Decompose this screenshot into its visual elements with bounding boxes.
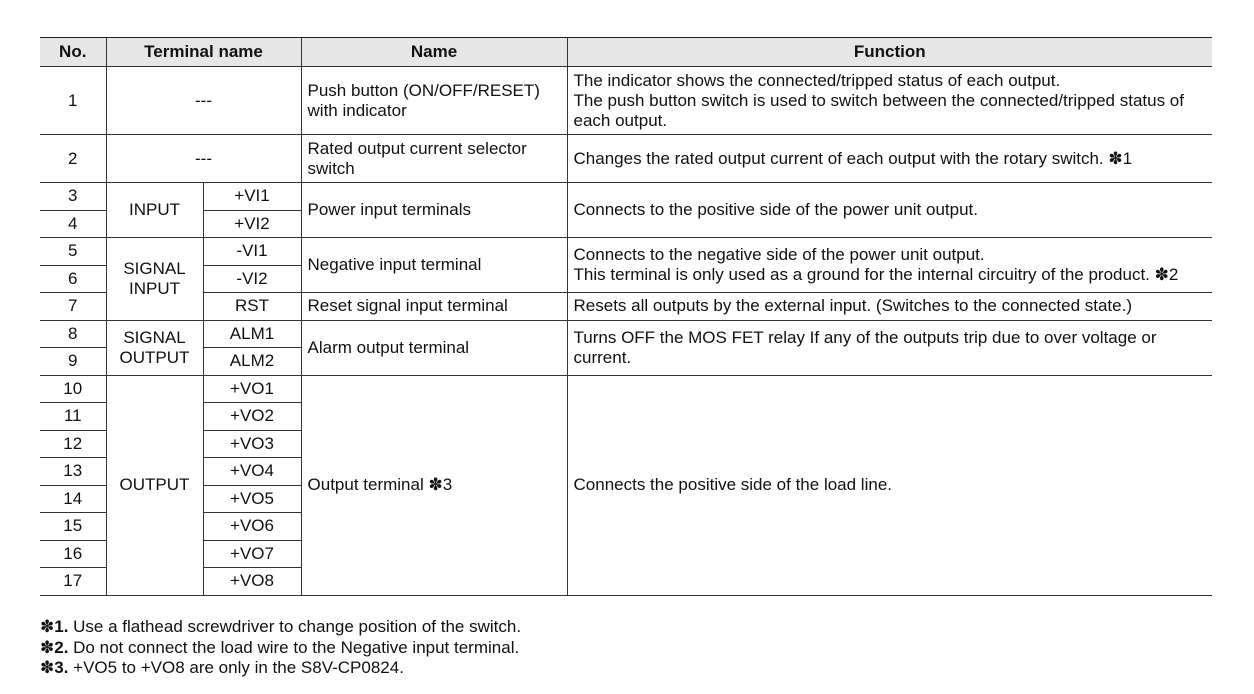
terminal-group-cell: SIGNAL OUTPUT (106, 320, 203, 375)
terminal-group-cell: INPUT (106, 183, 203, 238)
table-row (40, 293, 1212, 321)
terminal-sub-cell: ALM2 (203, 348, 301, 376)
row-no: 17 (40, 568, 106, 596)
function-line: The push button switch is used to switch between the connected/tripped status of each output. (573, 90, 1184, 130)
table-header-row (40, 38, 1212, 67)
terminal-sub-cell: +VO3 (203, 430, 301, 458)
footnote-mark: ✽1. (40, 617, 69, 636)
row-no: 1 (40, 67, 106, 135)
row-no: 2 (40, 135, 106, 183)
name-cell: Alarm output terminal (301, 320, 567, 375)
terminal-sub-cell: +VO5 (203, 485, 301, 513)
row-no: 7 (40, 293, 106, 321)
terminal-sub-cell: +VO1 (203, 375, 301, 403)
row-no: 9 (40, 348, 106, 376)
function-cell (567, 67, 1212, 135)
table-row (40, 320, 1212, 348)
name-cell: Rated output current selector switch (301, 135, 567, 183)
function-cell: Connects to the positive side of the power unit output. (567, 183, 1212, 238)
name-cell: Output terminal ✽3 (301, 375, 567, 595)
row-no: 11 (40, 403, 106, 431)
terminal-group-cell: SIGNAL INPUT (106, 238, 203, 321)
function-cell: Resets all outputs by the external input. (Switches to the connected state.) (567, 293, 1212, 321)
footnote-mark: ✽2. (40, 637, 69, 657)
footnote-1 (40, 617, 521, 638)
row-no: 10 (40, 375, 106, 403)
name-cell: Power input terminals (301, 183, 567, 238)
row-no: 15 (40, 513, 106, 541)
footnote-text: +VO5 to +VO8 are only in the S8V-CP0824. (73, 658, 404, 677)
footnote-2 (40, 638, 521, 659)
terminal-sub-cell: +VO6 (203, 513, 301, 541)
table-row (40, 67, 1212, 135)
terminal-group-cell: OUTPUT (106, 375, 203, 595)
row-no: 14 (40, 485, 106, 513)
footnote-text: Do not connect the load wire to the Negative input terminal. (73, 637, 520, 657)
table-row (40, 238, 1212, 266)
function-line: Connects to the negative side of the power unit output. (573, 245, 985, 264)
terminal-name-cell: --- (106, 135, 301, 183)
function-line: The indicator shows the connected/tripped status of each output. (573, 70, 1061, 90)
footnote-text: Use a flathead screwdriver to change position of the switch. (73, 617, 522, 636)
row-no: 16 (40, 540, 106, 568)
table-row (40, 183, 1212, 211)
terminal-sub-cell: +VO2 (203, 403, 301, 431)
terminal-sub-cell: +VO7 (203, 540, 301, 568)
footnotes (40, 617, 521, 679)
function-cell: Changes the rated output current of each output with the rotary switch. ✽1 (567, 135, 1212, 183)
footnote-3 (40, 658, 521, 679)
terminal-name-cell: --- (106, 67, 301, 135)
table-row (40, 135, 1212, 183)
name-cell: Reset signal input terminal (301, 293, 567, 321)
row-no: 5 (40, 238, 106, 266)
header-function: Function (567, 38, 1212, 67)
row-no: 3 (40, 183, 106, 211)
terminal-sub-cell: +VO8 (203, 568, 301, 596)
function-cell: Connects the positive side of the load line. (567, 375, 1212, 595)
header-no: No. (40, 38, 106, 67)
row-no: 6 (40, 265, 106, 293)
footnote-mark: ✽3. (40, 658, 69, 677)
terminal-sub-cell: -VI2 (203, 265, 301, 293)
name-cell: Negative input terminal (301, 238, 567, 293)
name-cell: Push button (ON/OFF/RESET) with indicator (301, 67, 567, 135)
terminal-sub-cell: RST (203, 293, 301, 321)
terminal-sub-cell: -VI1 (203, 238, 301, 266)
table-row (40, 375, 1212, 403)
function-cell (567, 238, 1212, 293)
terminal-sub-cell: ALM1 (203, 320, 301, 348)
terminal-sub-cell: +VI2 (203, 210, 301, 238)
row-no: 13 (40, 458, 106, 486)
header-name: Name (301, 38, 567, 67)
row-no: 12 (40, 430, 106, 458)
function-line: This terminal is only used as a ground for the internal circuitry of the product. ✽2 (573, 265, 1179, 284)
terminal-sub-cell: +VO4 (203, 458, 301, 486)
terminal-spec-table (40, 37, 1212, 596)
header-terminal-name: Terminal name (106, 38, 301, 67)
row-no: 8 (40, 320, 106, 348)
terminal-sub-cell: +VI1 (203, 183, 301, 211)
row-no: 4 (40, 210, 106, 238)
function-cell: Turns OFF the MOS FET relay If any of the outputs trip due to over voltage or current. (567, 320, 1212, 375)
